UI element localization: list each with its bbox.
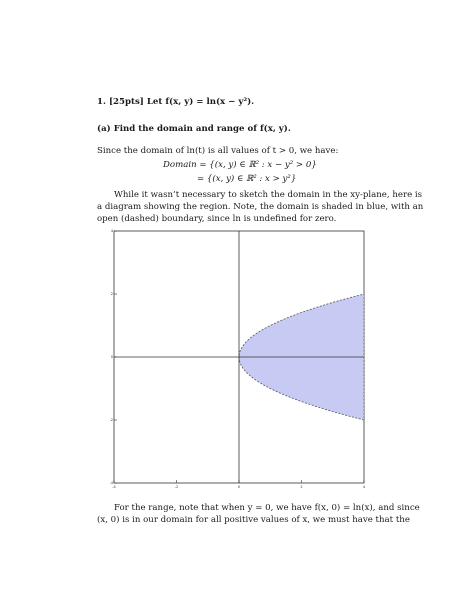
- part-a-heading: (a) Find the domain and range of f(x, y).: [97, 124, 291, 134]
- domain-region-chart: [110, 228, 370, 490]
- y-tick-label: -2: [109, 418, 113, 423]
- x-tick-label: 0: [237, 485, 241, 489]
- domain-equation-2: = {(x, y) ∈ ℝ² : x > y²}: [197, 174, 297, 184]
- y-tick-label: 0: [110, 355, 113, 360]
- x-tick-label: 4: [362, 485, 366, 489]
- domain-intro-text: Since the domain of ln(t) is all values of t > 0, we have:: [97, 146, 339, 156]
- y-tick-label: 4: [110, 229, 113, 234]
- domain-equation-1: Domain = {(x, y) ∈ ℝ² : x − y² > 0}: [163, 160, 317, 170]
- x-tick-label: -2: [174, 485, 179, 489]
- paragraph-1-line-1: While it wasn’t necessary to sketch the domain in the xy-plane, here is: [114, 190, 423, 200]
- x-tick-label: 2: [300, 485, 303, 489]
- paragraph-1-line-2: a diagram showing the region. Note, the domain is shaded in blue, with an: [97, 202, 424, 212]
- paragraph-2-line-2: (x, 0) is in our domain for all positive values of x, we must have that the: [97, 515, 410, 525]
- paragraph-2-line-1: For the range, note that when y = 0, we have f(x, 0) = ln(x), and since: [114, 503, 420, 513]
- paragraph-1-line-3: open (dashed) boundary, since ln is undefined for zero.: [97, 214, 337, 224]
- y-tick-label: 2: [110, 292, 113, 297]
- x-tick-label: -4: [112, 485, 116, 489]
- y-tick-label: -4: [109, 481, 113, 486]
- problem-heading: 1. [25pts] Let f(x, y) = ln(x − y²).: [97, 97, 255, 107]
